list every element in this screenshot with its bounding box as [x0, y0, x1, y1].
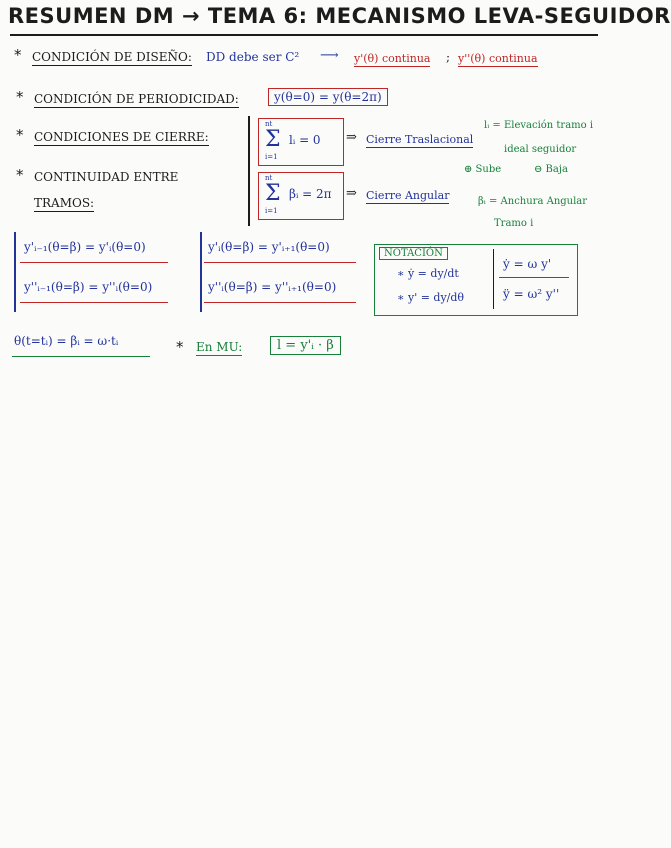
sum2-upper: nt — [265, 174, 273, 182]
mu-boxed-formula: l = y'ᵢ · β — [270, 336, 341, 355]
design-text: DD debe ser C² — [206, 50, 300, 64]
title-underline — [10, 34, 598, 36]
sum1-symbol: Σ — [265, 127, 281, 152]
sum2-result: Cierre Angular — [366, 189, 450, 202]
sum2-lower: i=1 — [265, 207, 278, 215]
notation-r2: ÿ = ω² y'' — [503, 287, 560, 301]
notation-r1: ẏ = ω y' — [503, 257, 552, 271]
design-val1: y'(θ) continua — [354, 52, 431, 65]
design-label: CONDICIÓN DE DISEÑO: — [32, 50, 192, 64]
sum1-formula: lᵢ = 0 — [289, 133, 321, 147]
closure-brace — [248, 116, 250, 226]
cont-right-2-rule — [204, 302, 356, 303]
notation-box — [374, 244, 578, 316]
sum2-symbol: Σ — [265, 181, 281, 206]
cont-left-2-rule — [20, 302, 168, 303]
cont-right-1: y'ᵢ(θ=β) = y'ᵢ₊₁(θ=0) — [208, 240, 330, 254]
cont-right-2: y''ᵢ(θ=β) = y''ᵢ₊₁(θ=0) — [208, 280, 337, 294]
design-sep: ; — [446, 50, 451, 64]
periodicity-label: CONDICIÓN DE PERIODICIDAD: — [34, 92, 239, 106]
bullet-periodicity: * — [16, 88, 24, 106]
bullet-mu: * — [176, 338, 184, 356]
bottom-eq: θ(t=tᵢ) = βᵢ = ω·tᵢ — [14, 334, 119, 348]
cont-right-1-rule — [204, 262, 356, 263]
closure-label: CONDICIONES DE CIERRE: — [34, 130, 209, 144]
note-plus: ⊕ Sube — [464, 164, 502, 175]
cont-left-1-rule — [20, 262, 168, 263]
design-val2: y''(θ) continua — [458, 52, 538, 65]
sum-box-angular — [258, 172, 344, 220]
periodicity-formula: y(θ=0) = y(θ=2π) — [268, 88, 388, 106]
note-l-1: lᵢ = Elevación tramo i — [484, 120, 594, 131]
notation-row2: ∗ y' = dy/dθ — [397, 291, 465, 304]
notation-row1: ∗ ẏ = dy/dt — [397, 267, 459, 280]
sum1-result: Cierre Traslacional — [366, 133, 474, 146]
sum1-arrow: ⇒ — [346, 130, 357, 145]
continuity-left-bar — [14, 232, 16, 312]
mu-label: En MU: — [196, 340, 243, 354]
page-title: RESUMEN DM → TEMA 6: MECANISMO LEVA-SEGUIDOR — [8, 4, 671, 28]
sum1-lower: i=1 — [265, 153, 278, 161]
notation-divider — [493, 249, 494, 309]
notation-header: NOTACIÓN — [379, 247, 448, 260]
bottom-eq-rule — [12, 356, 150, 357]
notation-r1-rule — [499, 277, 569, 278]
note-b-1: βᵢ = Anchura Angular — [478, 196, 588, 207]
sum1-upper: nt — [265, 120, 273, 128]
cont-left-2: y''ᵢ₋₁(θ=β) = y''ᵢ(θ=0) — [24, 280, 153, 294]
bullet-continuity: * — [16, 166, 24, 184]
sum-box-translational — [258, 118, 344, 166]
note-minus: ⊖ Baja — [534, 164, 568, 175]
sum2-arrow: ⇒ — [346, 186, 357, 201]
continuity-right-bar — [200, 232, 202, 312]
note-l-2: ideal seguidor — [504, 144, 577, 155]
continuity-label-1: CONTINUIDAD ENTRE — [34, 170, 179, 184]
sum2-formula: βᵢ = 2π — [289, 187, 332, 201]
bullet-closure: * — [16, 126, 24, 144]
design-arrow: ⟶ — [320, 48, 339, 63]
note-b-2: Tramo i — [494, 218, 534, 229]
continuity-label-2: TRAMOS: — [34, 196, 95, 210]
cont-left-1: y'ᵢ₋₁(θ=β) = y'ᵢ(θ=0) — [24, 240, 146, 254]
bullet-design: * — [14, 46, 22, 64]
